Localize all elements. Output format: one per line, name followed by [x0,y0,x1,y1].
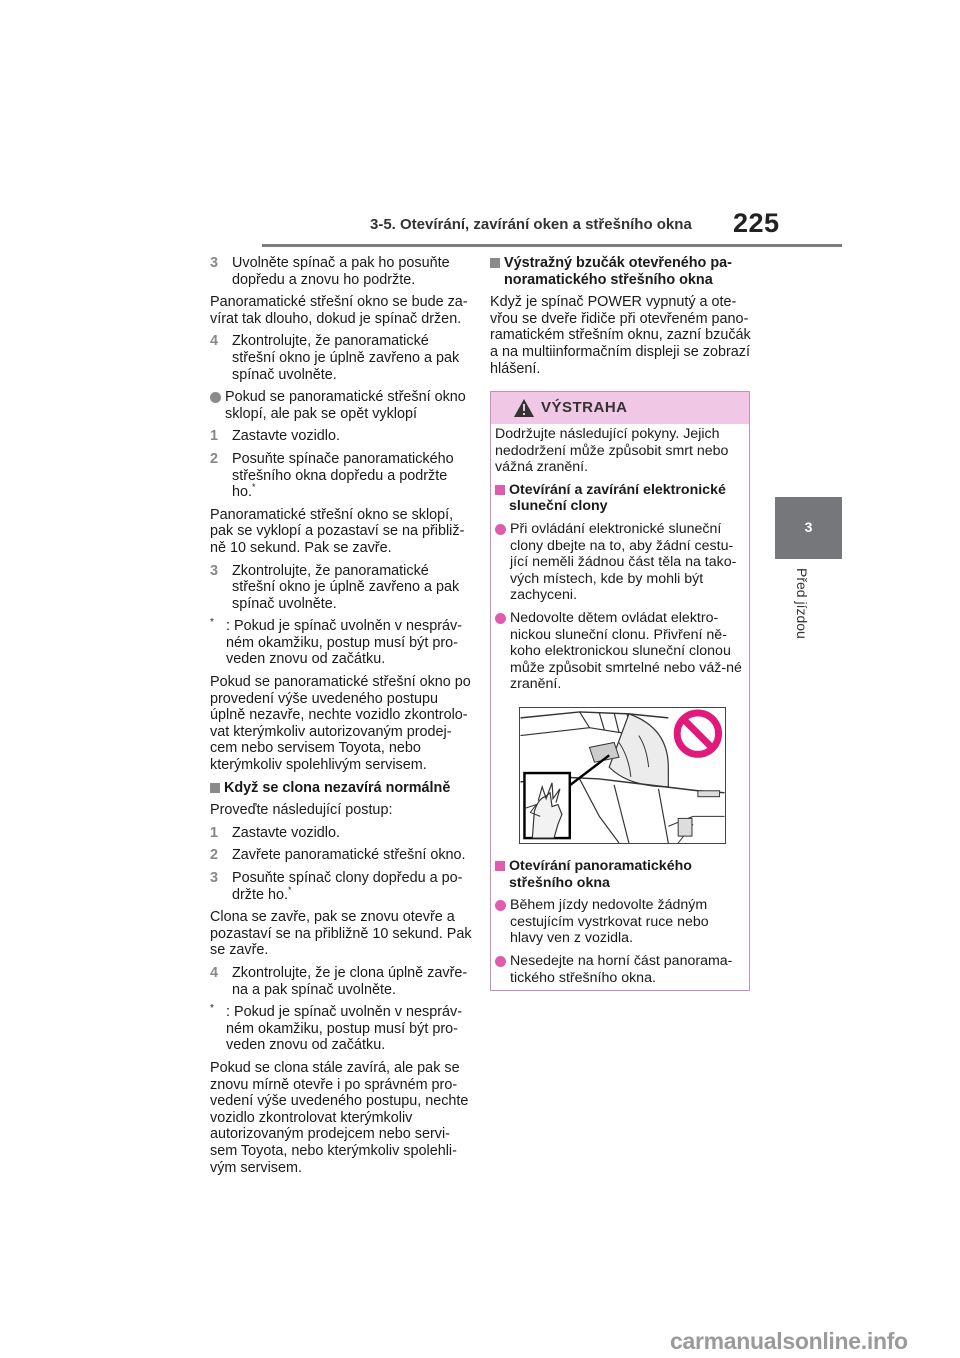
bullet-dot-icon [495,524,506,535]
warning-body-lower [495,858,745,992]
bullet-dot-icon [210,392,221,403]
bullet-text: Nedovolte dětem ovládat elektro-nickou sluneční clonu. Přivření ně-koho elektronickou sluneční clonou může způsobit smrtelné nebo váž-né zranění. [510,609,742,693]
section-heading-text: Otevírání a zavírání elektronické sluneční clony [509,481,726,515]
square-bullet-icon [495,861,505,871]
warning-header [491,392,749,424]
paragraph: Pokud se clona stále zavírá, ale pak se znovu mírně otevře i po správném pro-vedení výše uvedeného postupu, nechte vozidlo zkontrolovat kterýmkoliv autorizovaným prodejcem nebo servi-sem Toyota, nebo kterýmkoliv spolehli-vým servisem. [210,1059,469,1176]
paragraph: Panoramatické střešní okno se sklopí, pak se vyklopí a pozastaví se na přibliž-ně 10 sekund. Pak se zavře. [210,506,465,556]
paragraph: Pokud se panoramatické střešní okno po provedení výše uvedeného postupu úplně nezavře, nechte vozidlo zkontrolo-vat kterýmkoliv autorizovaným prodej-cem nebo servisem Toyota, nebo kterýmkoliv spolehlivým servisem. [210,674,471,774]
bullet-text: Při ovládání elektronické sluneční clony dbejte na to, aby žádní cestu-jící neměli žádnou část těla na tako-vých místech, kde by mohli být zachyceni. [510,520,737,604]
square-bullet-icon [490,258,500,268]
header-divider [262,244,842,247]
step-text: Zkontrolujte, že panoramatické střešní okno je úplně zavřeno a pak spínač uvolněte. [232,562,460,612]
chapter-number: 3 [804,519,813,535]
chapter-label-text: Před jízdou [794,568,810,639]
step-number: 4 [210,964,219,981]
warning-body [495,426,745,699]
section-heading-text: Když se clona nezavírá normálně [224,779,451,796]
warning-title: VÝSTRAHA [541,399,628,416]
footnote-text: : Pokud je spínač uvolněn v nespráv-ném okamžiku, postup musí být pro-veden znovu od začátku. [226,618,462,668]
step-text: Posuňte spínače panoramatického střešního okna dopředu a podržte ho. [232,450,454,501]
step-number: 3 [210,562,219,579]
step-text: Zastavte vozidlo. [232,428,340,445]
step-text: Zkontrolujte, že je clona úplně zavře-na a pak spínač uvolněte. [232,964,468,998]
step-text: Zkontrolujte, že panoramatické střešní okno je úplně zavřeno a pak spínač uvolněte. [232,333,460,383]
step-item [210,847,472,864]
sunshade-warning-illustration [519,707,726,844]
bullet-text: Během jízdy nedovolte žádným cestujícím vystrkovat ruce nebo hlavy ven z vozidla. [510,897,709,947]
footnote [210,1004,472,1054]
step-item [210,255,472,288]
square-bullet-icon [210,783,220,793]
footnote-text: : Pokud je spínač uvolněn v nespráv-ném okamžiku, postup musí být pro-veden znovu od začátku. [226,1004,462,1054]
step-text: Zastavte vozidlo. [232,824,340,841]
section-heading-text: Výstražný bzučák otevřeného pa-noramatického střešního okna [504,255,732,288]
bullet-text: Nesedejte na horní část panorama-tického střešního okna. [510,952,733,986]
section-heading-text: Otevírání panoramatického střešního okna [509,858,692,891]
paragraph: Když je spínač POWER vypnutý a ote-vřou se dveře řidiče při otevřeném pano-ramatickém střešním oknu, zazní bzučák a na multiinformačním displeji se zobrazí hlášení. [490,294,751,377]
section-heading [490,255,752,288]
bullet-dot-icon [495,956,506,967]
step-text: Zavřete panoramatické střešní okno. [232,847,466,864]
footnote [210,618,472,668]
paragraph: Proveďte následující postup: [210,802,393,819]
step-item [210,563,472,613]
warning-bullet [495,521,745,604]
warning-bullet [495,897,745,947]
step-number: 2 [210,847,219,864]
right-column [490,255,752,383]
chapter-label [794,568,820,658]
section-title: 3-5. Otevírání, zavírání oken a střešního okna [370,216,692,233]
footnote-star: * [210,617,214,629]
step-number: 1 [210,824,219,841]
step-number: 3 [210,870,219,886]
paragraph: Clona se zavře, pak se znovu otevře a pozastaví se na přibližně 10 sekund. Pak se zavře. [210,909,472,959]
step-item [210,870,472,903]
bullet-text: Pokud se panoramatické střešní okno sklopí, ale pak se opět vyklopí [225,389,466,422]
square-bullet-icon [495,485,505,495]
footnote-marker: * [288,884,292,895]
left-column [210,255,472,1182]
warning-bullet [495,953,745,986]
warning-section-heading [495,858,745,891]
page-header [0,0,960,250]
step-item [210,333,472,383]
step-number: 1 [210,428,219,445]
step-number: 2 [210,450,219,467]
watermark-link[interactable]: carmanualsonline.info [670,1328,908,1354]
step-item [210,825,472,842]
warning-triangle-icon [513,398,535,418]
chapter-tab [775,497,842,559]
warning-box [490,391,750,991]
paragraph: Panoramatické střešní okno se bude za-vírat tak dlouho, dokud je spínač držen. [210,294,468,327]
footnote-marker: * [252,482,256,493]
page-number: 225 [733,208,780,238]
step-text: Uvolněte spínač a pak ho posuňte dopředu a znovu ho podržte. [232,255,450,288]
step-number: 3 [210,255,219,271]
warning-bullet [495,610,745,693]
step-text: Posuňte spínač clony dopředu a po-držte ho. [232,870,463,903]
bullet-item [210,389,472,422]
bullet-dot-icon [495,613,506,624]
step-item [210,965,472,998]
step-number: 4 [210,333,219,350]
step-item [210,428,472,445]
bullet-dot-icon [495,900,506,911]
step-item [210,451,472,501]
section-heading [210,780,472,797]
footnote-star: * [210,1003,214,1015]
warning-intro: Dodržujte následující pokyny. Jejich nedodržení může způsobit smrt nebo vážná zranění. [495,426,729,476]
warning-section-heading [495,482,745,515]
